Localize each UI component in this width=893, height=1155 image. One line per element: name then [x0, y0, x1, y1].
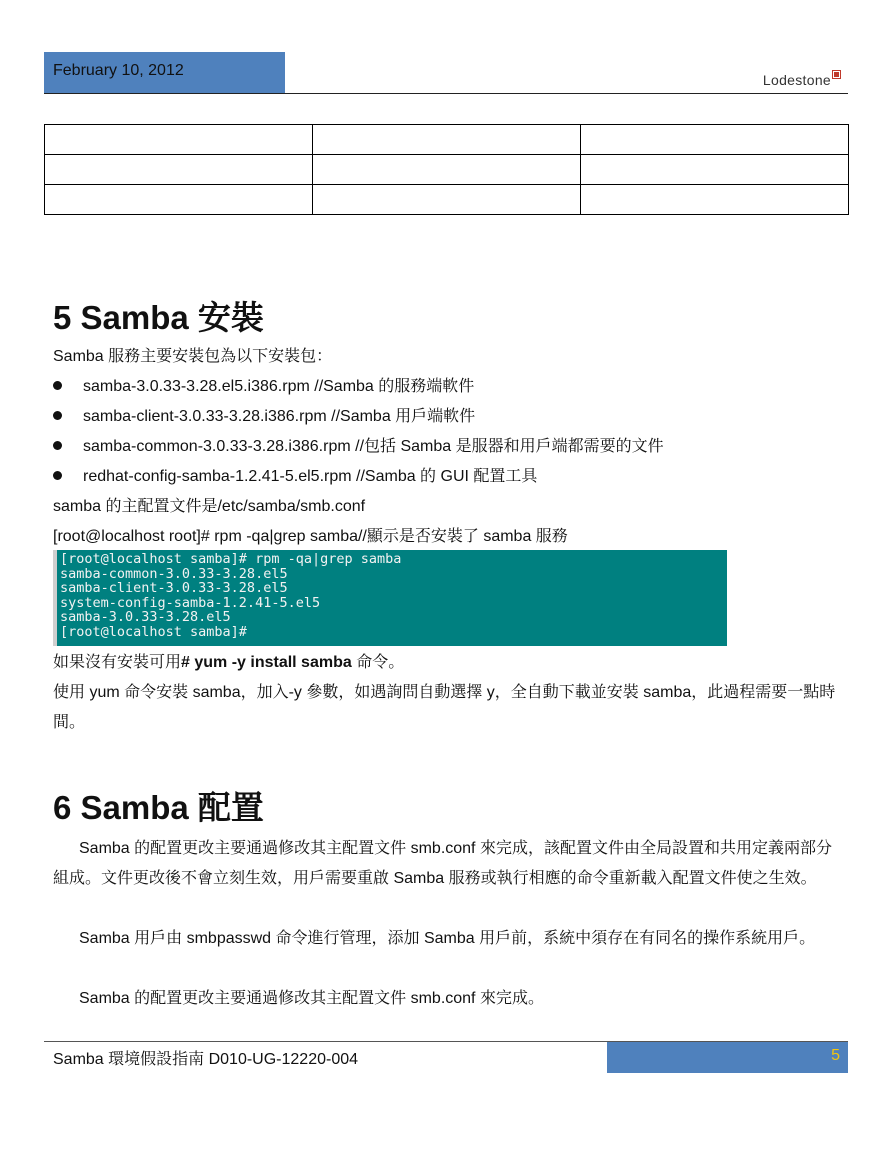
section-6-heading: 6 Samba 配置	[53, 789, 264, 826]
company-logo	[763, 72, 841, 88]
list-item	[53, 462, 537, 492]
config-paragraph-3: Samba 的配置更改主要通過修改其主配置文件 smb.conf 來完成。	[79, 990, 544, 1007]
yum-prefix: 如果沒有安裝可用	[53, 654, 182, 671]
table-cell	[45, 125, 313, 155]
yum-instruction	[53, 648, 404, 678]
bullet-icon	[53, 381, 62, 390]
table-cell	[581, 185, 849, 215]
page-number: 5	[831, 1047, 840, 1064]
empty-table	[44, 124, 849, 215]
list-item-text: redhat-config-samba-1.2.41-5.el5.rpm //Samba 的 GUI 配置工具	[83, 468, 538, 485]
command-line: [root@localhost root]# rpm -qa|grep samba//顯示是否安裝了 samba 服務	[53, 528, 568, 545]
config-paragraph-2: Samba 用戶由 smbpasswd 命令進行管理，添加 Samba 用戶前，系統中須存在有同名的操作系統用戶。	[79, 930, 816, 947]
bullet-icon	[53, 441, 62, 450]
table-cell	[45, 185, 313, 215]
terminal-line: samba-client-3.0.33-3.28.el5	[60, 580, 288, 597]
table-row	[45, 185, 849, 215]
terminal-line: [root@localhost samba]#	[60, 623, 247, 640]
header-date: February 10, 2012	[44, 52, 285, 93]
bullet-icon	[53, 411, 62, 420]
list-item	[53, 402, 475, 432]
header-divider	[44, 93, 848, 94]
yum-command: # yum -y install samba	[181, 654, 352, 671]
footer-doc-title: Samba 環境假設指南 D010-UG-12220-004	[53, 1051, 359, 1068]
footer-page-box	[607, 1042, 848, 1073]
terminal-line: [root@localhost samba]# rpm -qa|grep samba	[60, 551, 402, 567]
bullet-icon	[53, 471, 62, 480]
logo-mark-icon	[832, 70, 841, 79]
terminal-line: samba-common-3.0.33-3.28.el5	[60, 565, 288, 582]
table-cell	[313, 155, 581, 185]
yum-note: 使用 yum 命令安裝 samba，加入-y 參數，如遇詢問自動選擇 y，全自動下載並安裝 samba，此過程需要一點時間。	[53, 684, 836, 731]
table-cell	[581, 155, 849, 185]
terminal-line: samba-3.0.33-3.28.el5	[60, 609, 231, 626]
table-cell	[313, 185, 581, 215]
table-cell	[581, 125, 849, 155]
list-item	[53, 432, 664, 462]
terminal-screenshot	[53, 550, 727, 646]
section-5-heading: 5 Samba 安裝	[53, 299, 264, 336]
list-item-text: samba-3.0.33-3.28.el5.i386.rpm //Samba 的服務端軟件	[83, 378, 475, 395]
table-row	[45, 125, 849, 155]
list-item-text: samba-common-3.0.33-3.28.i386.rpm //包括 Samba 是服器和用戶端都需要的文件	[83, 438, 664, 455]
install-intro: Samba 服務主要安裝包為以下安裝包：	[53, 348, 333, 365]
config-paragraph-1: Samba 的配置更改主要通過修改其主配置文件 smb.conf 來完成，該配置文件由全局設置和共用定義兩部分組成。文件更改後不會立刻生效，用戶需要重啟 Samba 服務或執行相應的命令重新載入配置文件使之生效。	[53, 840, 832, 887]
list-item	[53, 372, 474, 402]
table-cell	[313, 125, 581, 155]
terminal-line: system-config-samba-1.2.41-5.el5	[60, 594, 321, 611]
list-item-text: samba-client-3.0.33-3.28.i386.rpm //Samba 用戶端軟件	[83, 408, 476, 425]
logo-text: Lodestone	[762, 72, 831, 88]
yum-suffix: 命令。	[351, 654, 405, 671]
conf-path-line: samba 的主配置文件是/etc/samba/smb.conf	[53, 498, 366, 515]
table-row	[45, 155, 849, 185]
table-cell	[45, 155, 313, 185]
